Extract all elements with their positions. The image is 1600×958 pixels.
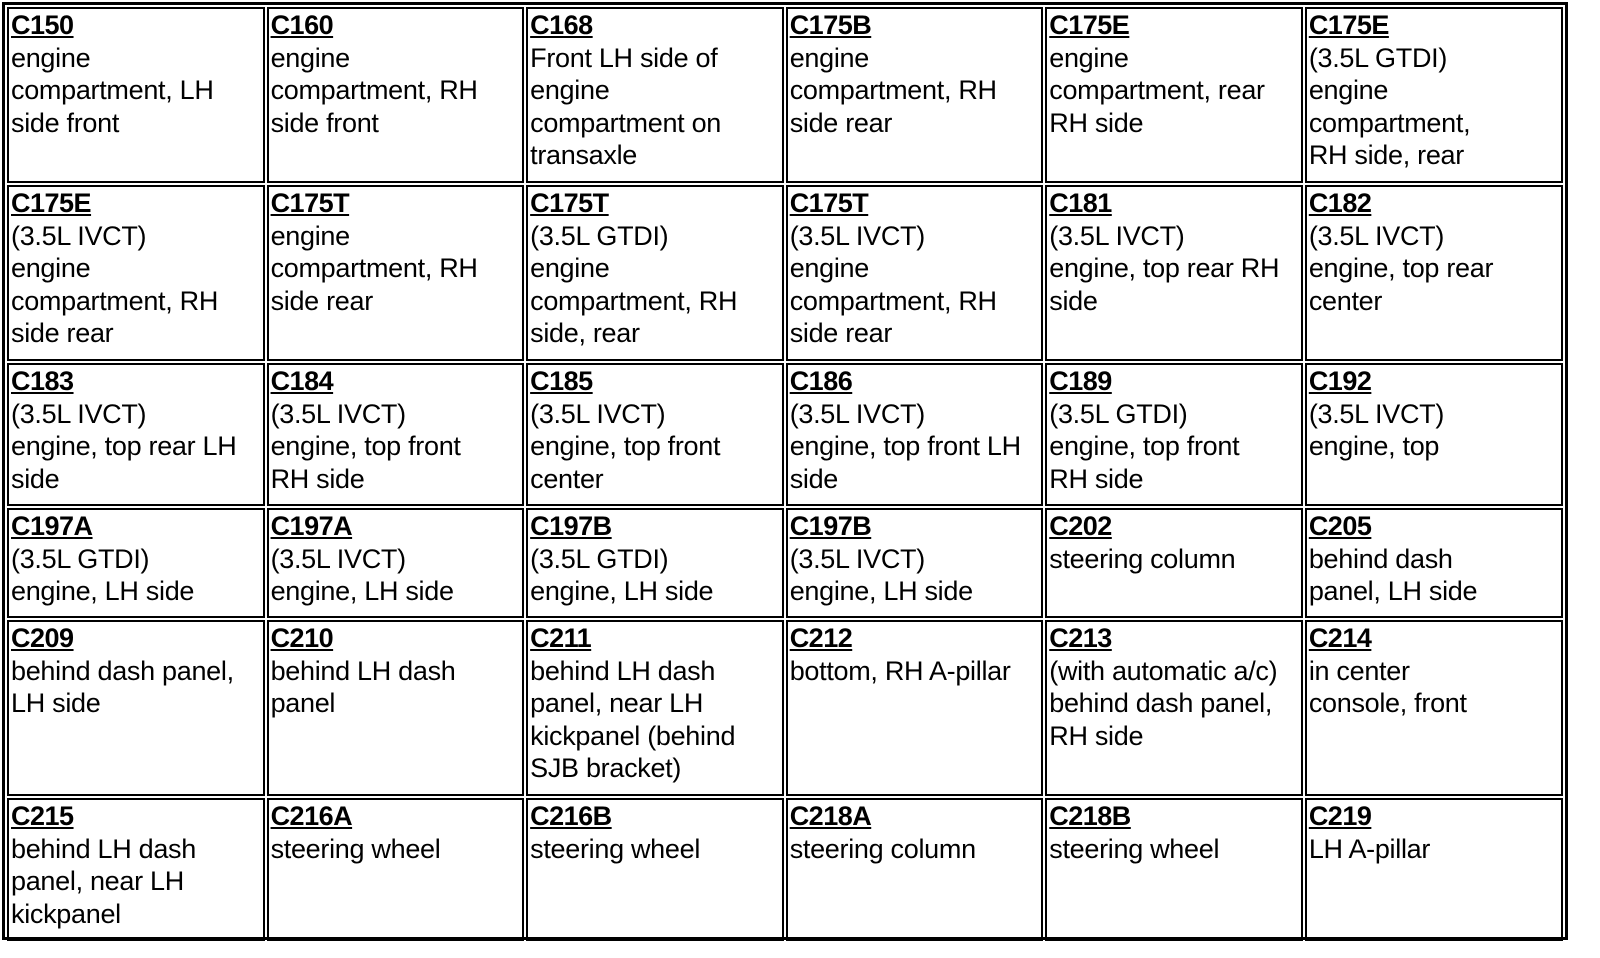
table-row <box>7 620 1563 796</box>
connector-code: C218B <box>1049 801 1131 831</box>
connector-location: (3.5L GTDI) engine, LH side <box>530 543 714 606</box>
table-cell <box>786 798 1044 941</box>
table-cell <box>1045 508 1303 618</box>
connector-location: (3.5L IVCT) engine, top rear center <box>1308 220 1494 316</box>
table-cell <box>1305 185 1563 361</box>
table-cell <box>1045 185 1303 361</box>
connector-code: C214 <box>1308 623 1372 653</box>
connector-location: behind LH dash panel, near LH kickpanel <box>11 833 196 929</box>
connector-location: (3.5L IVCT) engine compartment, RH side rear <box>11 220 219 348</box>
connector-code: C216A <box>270 801 353 831</box>
connector-code: C184 <box>270 366 334 396</box>
table-row <box>7 363 1563 506</box>
connector-code: C186 <box>789 366 853 396</box>
table-cell <box>786 7 1044 183</box>
table-cell <box>1305 798 1563 941</box>
table-cell <box>7 185 265 361</box>
connector-location: (3.5L IVCT) engine, top <box>1308 398 1445 461</box>
table-cell <box>7 508 265 618</box>
connector-location: (3.5L GTDI) engine compartment, RH side, rear <box>530 220 738 348</box>
connector-location: engine compartment, RH side rear <box>270 220 478 316</box>
table-cell <box>7 798 265 941</box>
connector-code: C185 <box>530 366 593 396</box>
connector-code: C192 <box>1308 366 1372 396</box>
table-cell <box>7 620 265 796</box>
connector-location: behind LH dash panel, near LH kickpanel (behind SJB bracket) <box>530 655 736 783</box>
connector-location: engine compartment, LH side front <box>11 42 214 138</box>
table-cell <box>1045 620 1303 796</box>
table-cell <box>786 508 1044 618</box>
table-cell <box>1045 798 1303 941</box>
table-cell <box>267 185 525 361</box>
connector-location: (3.5L GTDI) engine, top front RH side <box>1049 398 1240 494</box>
connector-code: C219 <box>1308 801 1372 831</box>
connector-code: C175E <box>1049 10 1130 40</box>
connector-code: C197A <box>270 511 353 541</box>
connector-location: behind LH dash panel <box>270 655 456 718</box>
table-cell <box>526 185 784 361</box>
connector-location: behind dash panel, LH side <box>1308 543 1478 606</box>
table-cell <box>267 508 525 618</box>
connector-location: steering column <box>1049 543 1236 574</box>
connector-code: C181 <box>1049 188 1112 218</box>
connector-location: steering column <box>789 833 976 864</box>
connector-location: Front LH side of engine compartment on transaxle <box>530 42 722 170</box>
connector-location-table <box>5 5 1565 943</box>
table-cell <box>1305 508 1563 618</box>
connector-location: (3.5L IVCT) engine, top front center <box>530 398 721 494</box>
table-cell <box>1045 7 1303 183</box>
connector-code: C160 <box>270 10 334 40</box>
connector-location: engine compartment, RH side rear <box>789 42 997 138</box>
connector-location: steering wheel <box>270 833 441 864</box>
table-cell <box>7 363 265 506</box>
connector-code: C197B <box>530 511 612 541</box>
connector-location: (with automatic a/c) behind dash panel, RH side <box>1049 655 1278 751</box>
table-row <box>7 798 1563 941</box>
connector-location: LH A-pillar <box>1308 833 1431 864</box>
connector-code: C150 <box>11 10 74 40</box>
connector-location: engine compartment, rear RH side <box>1049 42 1265 138</box>
table-row <box>7 508 1563 618</box>
table-row <box>7 7 1563 183</box>
table-cell <box>526 798 784 941</box>
table-cell <box>267 798 525 941</box>
connector-location: (3.5L IVCT) engine compartment, RH side rear <box>789 220 997 348</box>
connector-location: (3.5L IVCT) engine, LH side <box>789 543 973 606</box>
table-cell <box>526 508 784 618</box>
table-cell <box>526 363 784 506</box>
connector-location: (3.5L GTDI) engine compartment, RH side, rear <box>1308 42 1471 170</box>
connector-code: C175B <box>789 10 872 40</box>
connector-location-table-frame <box>2 2 1568 940</box>
connector-code: C175E <box>1308 10 1389 40</box>
table-cell <box>267 620 525 796</box>
connector-location: steering wheel <box>1049 833 1220 864</box>
table-cell <box>786 185 1044 361</box>
connector-code: C183 <box>11 366 74 396</box>
connector-code: C211 <box>530 623 592 653</box>
connector-location: in center console, front <box>1308 655 1467 718</box>
connector-code: C182 <box>1308 188 1372 218</box>
table-cell <box>786 363 1044 506</box>
connector-location: (3.5L GTDI) engine, LH side <box>11 543 195 606</box>
connector-code: C209 <box>11 623 74 653</box>
connector-code: C215 <box>11 801 74 831</box>
table-cell <box>267 363 525 506</box>
table-cell <box>1045 363 1303 506</box>
connector-code: C197A <box>11 511 93 541</box>
connector-code: C168 <box>530 10 593 40</box>
table-cell <box>1305 620 1563 796</box>
connector-location: behind dash panel, LH side <box>11 655 234 718</box>
connector-code: C175E <box>11 188 92 218</box>
connector-location: engine compartment, RH side front <box>270 42 478 138</box>
connector-code: C175T <box>270 188 350 218</box>
connector-code: C189 <box>1049 366 1112 396</box>
connector-code: C175T <box>530 188 609 218</box>
connector-location: steering wheel <box>530 833 701 864</box>
connector-code: C197B <box>789 511 872 541</box>
connector-code: C213 <box>1049 623 1112 653</box>
table-row <box>7 185 1563 361</box>
connector-code: C210 <box>270 623 334 653</box>
connector-code: C175T <box>789 188 869 218</box>
connector-location: (3.5L IVCT) engine, top front RH side <box>270 398 461 494</box>
connector-code: C216B <box>530 801 612 831</box>
connector-location: (3.5L IVCT) engine, top front LH side <box>789 398 1021 494</box>
table-cell <box>786 620 1044 796</box>
connector-code: C212 <box>789 623 853 653</box>
table-cell <box>526 620 784 796</box>
connector-location: (3.5L IVCT) engine, top rear LH side <box>11 398 237 494</box>
table-cell <box>1305 7 1563 183</box>
connector-location: (3.5L IVCT) engine, top rear RH side <box>1049 220 1280 316</box>
table-cell <box>1305 363 1563 506</box>
connector-location: (3.5L IVCT) engine, LH side <box>270 543 454 606</box>
table-cell <box>267 7 525 183</box>
connector-code: C218A <box>789 801 872 831</box>
connector-code: C202 <box>1049 511 1112 541</box>
connector-code: C205 <box>1308 511 1372 541</box>
table-cell <box>526 7 784 183</box>
connector-location: bottom, RH A-pillar <box>789 655 1011 686</box>
table-cell <box>7 7 265 183</box>
table-body <box>7 7 1563 941</box>
